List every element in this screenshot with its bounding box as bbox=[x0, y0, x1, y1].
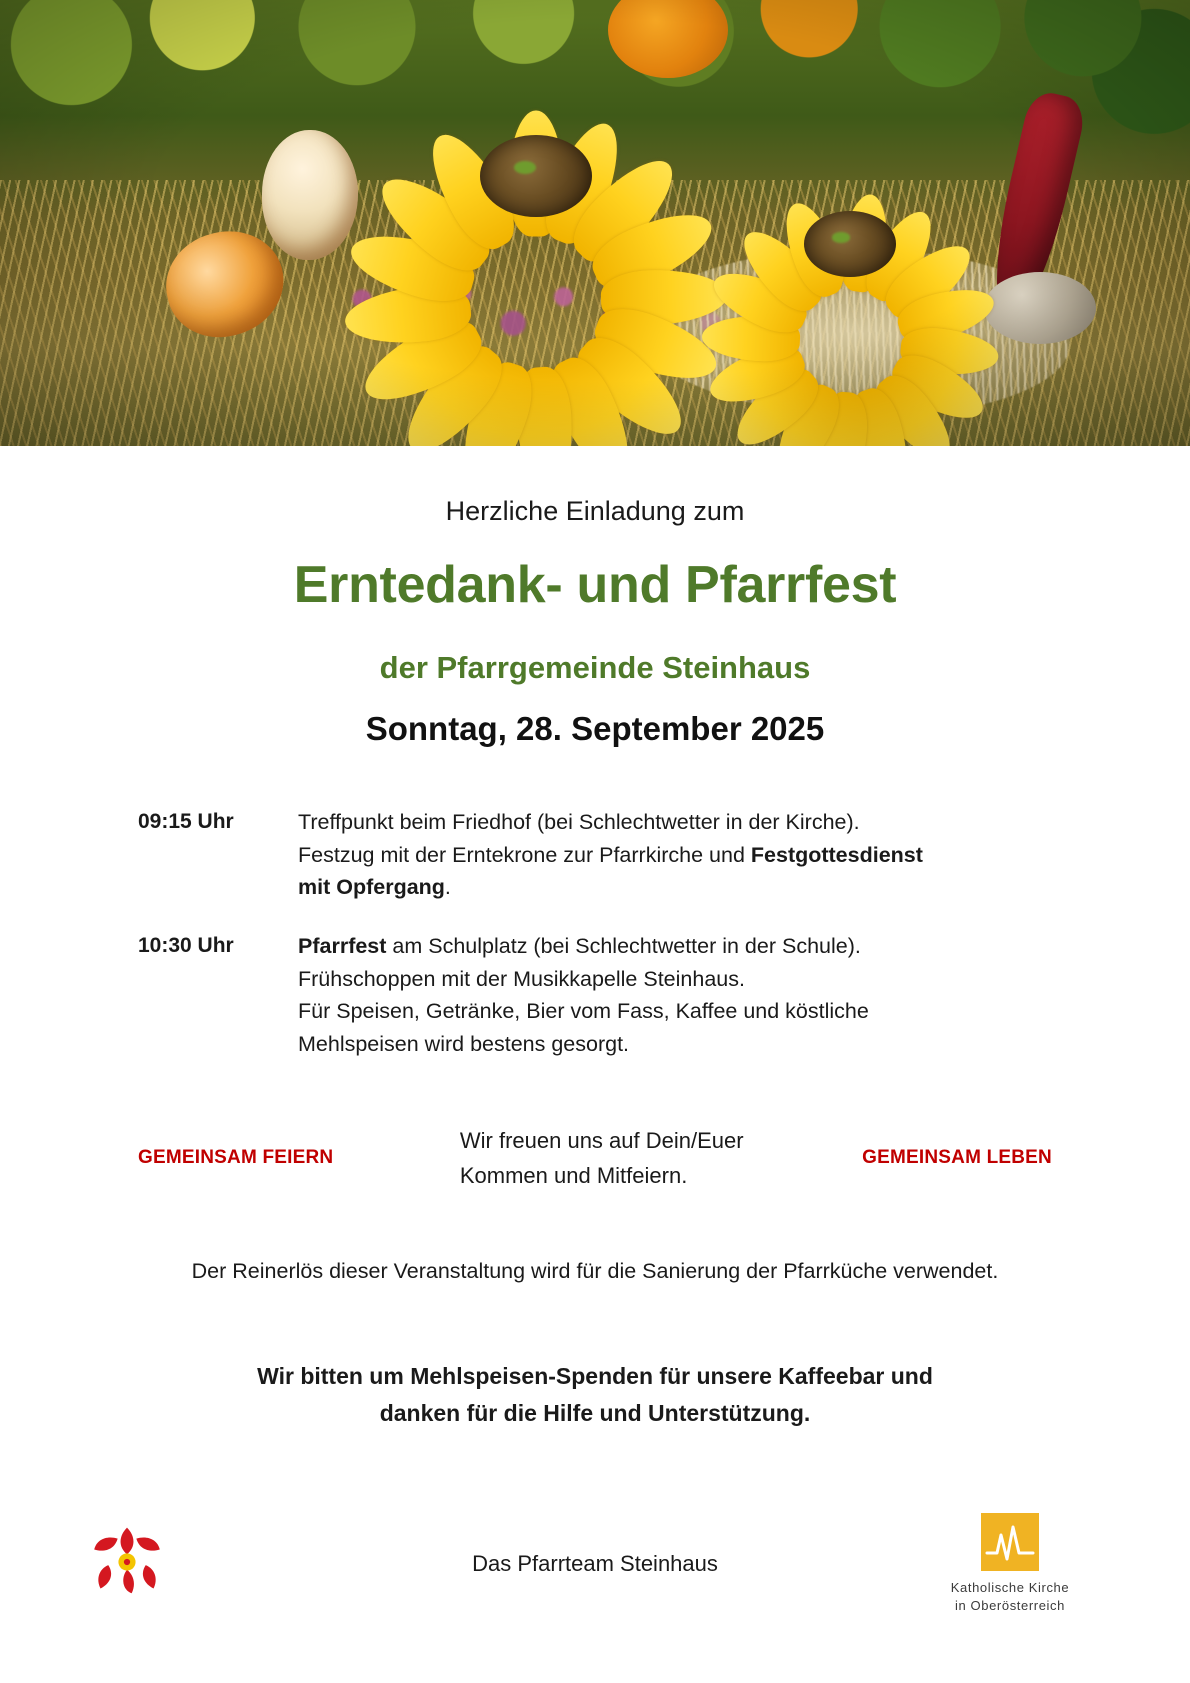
event-date: Sonntag, 28. September 2025 bbox=[365, 709, 825, 747]
proceeds-note: Der Reinerlös dieser Veranstaltung wird für die Sanierung der Pfarrküche verwendet. bbox=[191, 1258, 999, 1283]
donation-request-line-2: danken für die Hilfe und Unterstützung. bbox=[379, 1400, 811, 1427]
donation-request-line-1: Wir bitten um Mehlspeisen-Spenden für unsere Kaffeebar und bbox=[257, 1362, 933, 1389]
slogan-right: GEMEINSAM LEBEN bbox=[862, 1146, 1052, 1168]
wish-line-2: Kommen und Mitfeiern. bbox=[459, 1162, 688, 1188]
schedule-item-description: Treffpunkt beim Friedhof (bei Schlechtwetter in der Kirche). Festzug mit der Erntekrone zur Pfarrkirche und Festgottesdienst mit Opfergang. bbox=[298, 809, 923, 900]
schedule-item-description: Pfarrfest am Schulplatz (bei Schlechtwetter in der Schule). Frühschoppen mit der Musikkapelle Steinhaus. Für Speisen, Getränke, Bier vom Fass, Kaffee und köstliche Mehlspeisen wird bestens gesorgt. bbox=[298, 933, 869, 1056]
invitation-sheet bbox=[0, 496, 1190, 1432]
kk-line-2: in Oberösterreich bbox=[955, 1597, 1065, 1613]
kk-line-1: Katholische Kirche bbox=[950, 1580, 1070, 1595]
page-title: Erntedank- und Pfarrfest bbox=[293, 556, 897, 614]
katholische-kirche-label bbox=[920, 1579, 1100, 1614]
schedule-list bbox=[120, 806, 1070, 1061]
wish-line-1: Wir freuen uns auf Dein/Euer bbox=[459, 1127, 744, 1153]
hero-image bbox=[0, 0, 1190, 446]
hero-vignette bbox=[0, 0, 1190, 446]
slogan-row bbox=[120, 1123, 1070, 1193]
donation-request bbox=[120, 1358, 1070, 1433]
slogan-left: GEMEINSAM FEIERN bbox=[138, 1146, 334, 1168]
church-mark-icon bbox=[981, 1513, 1039, 1571]
page-subtitle: der Pfarrgemeinde Steinhaus bbox=[379, 649, 811, 685]
wish-text bbox=[460, 1123, 744, 1193]
footer-team: Das Pfarrteam Steinhaus bbox=[472, 1551, 718, 1576]
katholische-kirche-logo bbox=[920, 1513, 1100, 1614]
footer bbox=[0, 1483, 1190, 1683]
schedule-item-time: 09:15 Uhr bbox=[138, 809, 234, 833]
invitation-intro: Herzliche Einladung zum bbox=[445, 496, 745, 526]
schedule-item bbox=[138, 930, 1052, 1061]
schedule-item-time: 10:30 Uhr bbox=[138, 933, 234, 957]
schedule-item bbox=[138, 806, 1052, 904]
